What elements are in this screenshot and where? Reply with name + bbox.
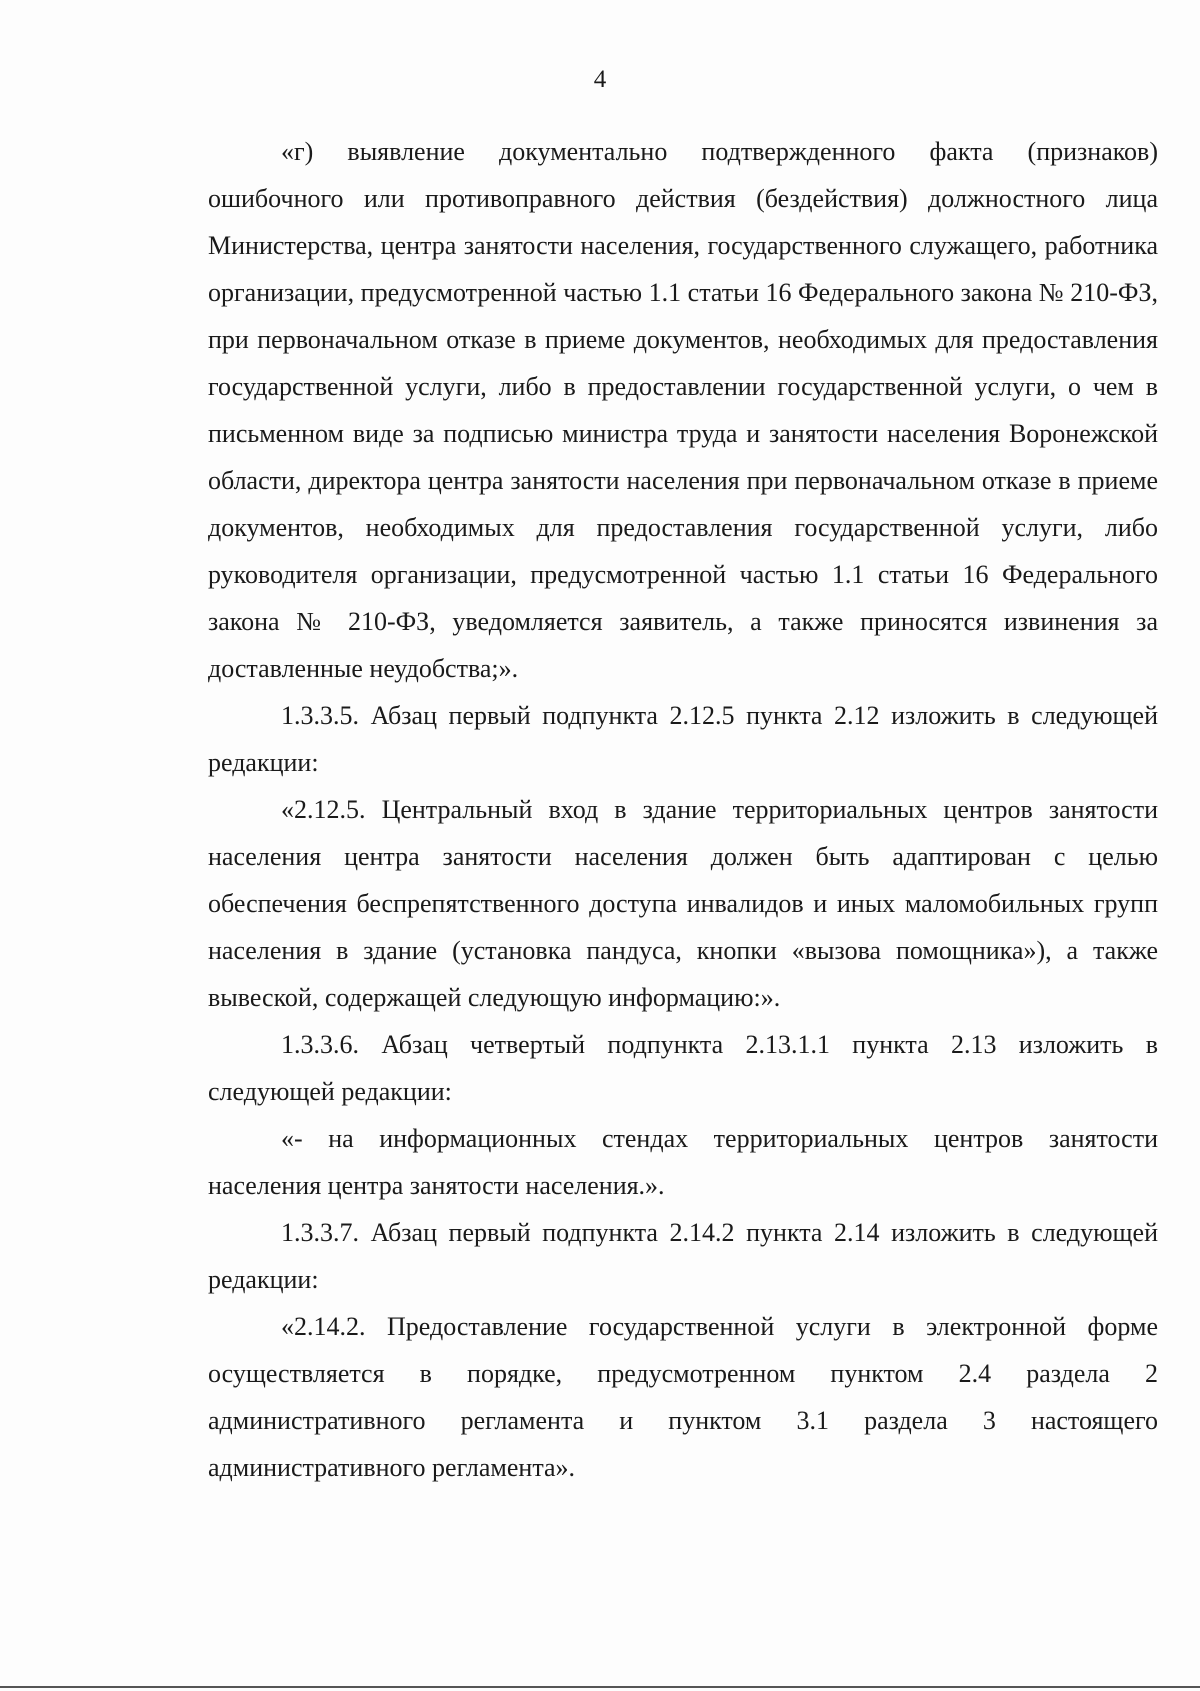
paragraph-1-3-3-6: 1.3.3.6. Абзац четвертый подпункта 2.13.1.1 пункта 2.13 изложить в следующей редакции: — [208, 1030, 1158, 1106]
page-number: 4 — [593, 66, 607, 93]
document-body — [208, 128, 1158, 1491]
paragraph-item-g: «г) выявление документально подтвержденного факта (признаков) ошибочного или противоправного действия (бездействия) должностного лица Министерства, центра занятости населения, государственного служащего, работника организации, предусмотренной частью 1.1 статьи 16 Федерального закона № 210-ФЗ, при первоначальном отказе в приеме документов, необходимых для предоставления государственной услуги, либо в предоставлении государственной услуги, о чем в письменном виде за подписью министра труда и занятости населения Воронежской области, директора центра занятости населения при первоначальном отказе в приеме документов, необходимых для предоставления государственной услуги, либо руководителя организации, предусмотренной частью 1.1 статьи 16 Федерального закона № 210-ФЗ, уведомляется заявитель, а также приносятся извинения за доставленные неудобства;». — [208, 137, 1158, 683]
paragraph-1-3-3-7: 1.3.3.7. Абзац первый подпункта 2.14.2 пункта 2.14 изложить в следующей редакции: — [208, 1218, 1158, 1294]
paragraph-2-13-1-1-quote: «- на информационных стендах территориальных центров занятости населения центра занятости населения.». — [208, 1124, 1158, 1200]
paragraph-1-3-3-5: 1.3.3.5. Абзац первый подпункта 2.12.5 пункта 2.12 изложить в следующей редакции: — [208, 701, 1158, 777]
bottom-scan-edge — [0, 1686, 1200, 1688]
paragraph-2-14-2-quote: «2.14.2. Предоставление государственной услуги в электронной форме осуществляется в порядке, предусмотренном пунктом 2.4 раздела 2 административного регламента и пунктом 3.1 раздела 3 настоящего административного регламента». — [208, 1312, 1158, 1482]
paragraph-2-12-5-quote: «2.12.5. Центральный вход в здание территориальных центров занятости населения центра занятости населения должен быть адаптирован с целью обеспечения беспрепятственного доступа инвалидов и иных маломобильных групп населения в здание (установка пандуса, кнопки «вызова помощника»), а также вывеской, содержащей следующую информацию:». — [208, 795, 1158, 1012]
